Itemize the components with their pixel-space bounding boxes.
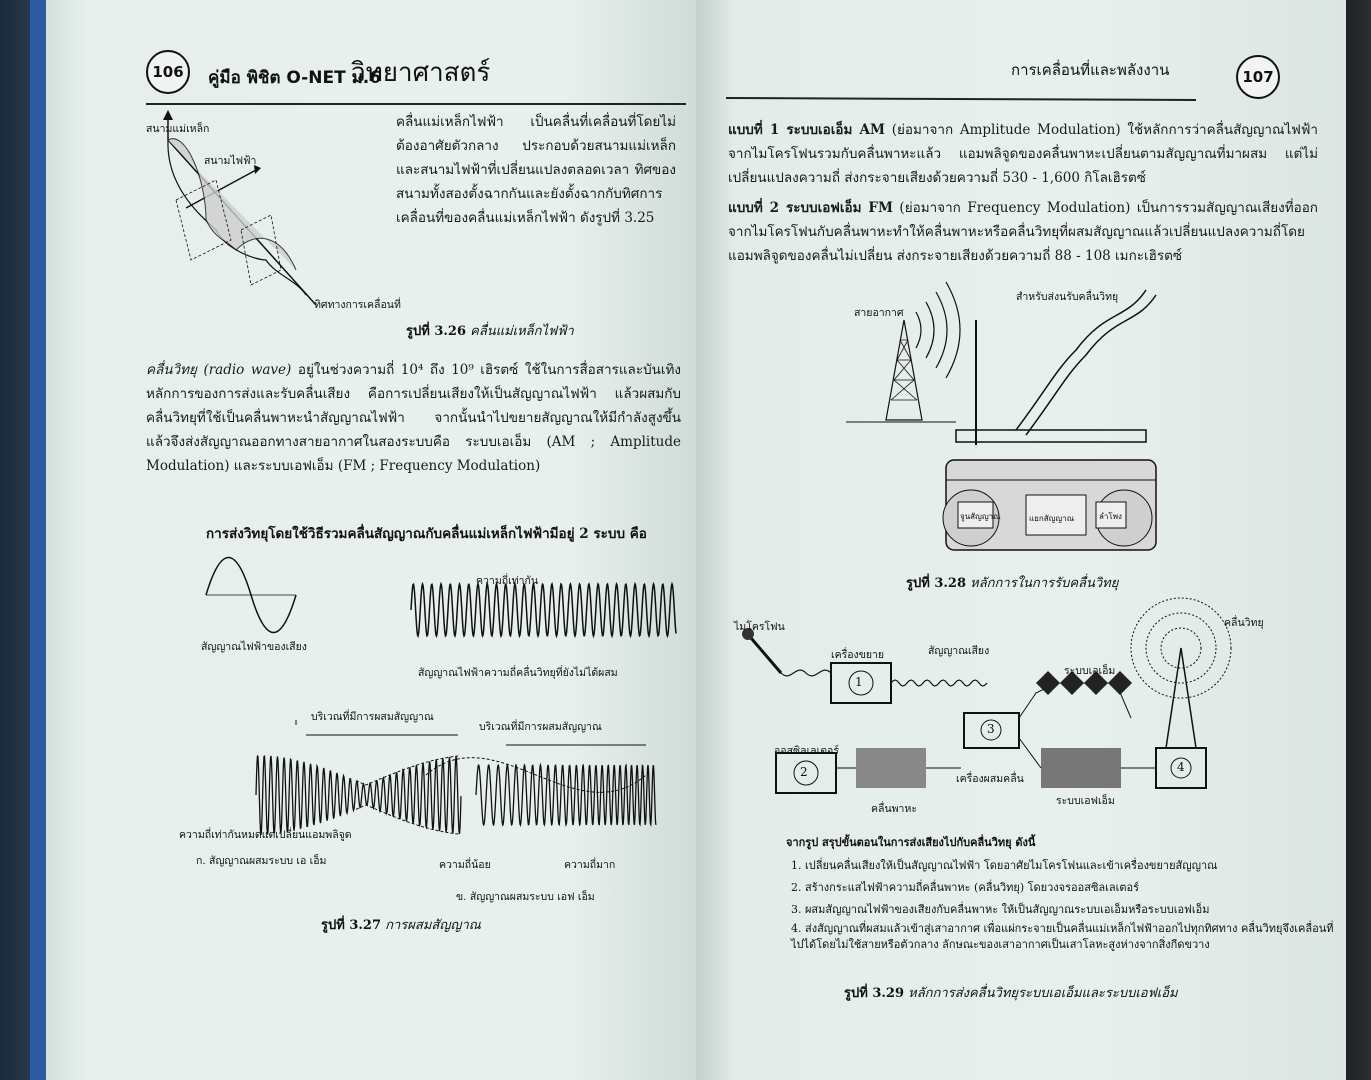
chapter-title: การเคลื่อนที่และพลังงาน — [1011, 61, 1170, 79]
book-spine — [30, 0, 46, 1080]
same-frequency-label: ความถี่เท่ากัน — [476, 575, 539, 587]
am-caption: ก. สัญญาณผสมระบบ เอ เอ็ม — [196, 855, 327, 867]
right-page — [696, 0, 1346, 1080]
box-number-1: 1 — [855, 675, 863, 689]
radio-wave-text: อยู่ในช่วงความถี่ 10⁴ ถึง 10⁹ เฮิรตซ์ ใช้ในการสื่อสารและบันเทิง หลักการของการส่งและรับคลื่นเสียง คือการเปลี่ยนเสียงให้เป็นสัญญาณไฟฟ้า แล้วผสมกับคลื่นวิทยุที่ใช้เป็นคลื่นพาหะนำสัญญาณไฟฟ้า จากนั้นนำไปขยายสัญญาณให้มีกำลังสูงขึ้น แล้วจึงส่งสัญญาณออกทางสายอากาศในสองระบบคือ ระบบเอเอ็ม (AM ; Amplitude Modulation) และระบบเอฟเอ็ม (FM ; Frequency Modulation) — [146, 362, 681, 474]
mixer-label: เครื่องผสมคลื่น — [956, 773, 1024, 785]
oscillator-label: ออสซิลเลเตอร์ — [774, 745, 839, 757]
am-note-label: ความถี่เท่ากันหมดแต่เปลี่ยนแอมพลิจูด — [179, 829, 352, 841]
tune-label: จูนสัญญาณ — [960, 512, 1001, 521]
figure-3-28-caption — [906, 572, 1118, 593]
book-title: คู่มือ พิชิต O-NET ม.6 — [208, 68, 382, 88]
subject-title: วิทยาศาสตร์ — [351, 58, 491, 88]
magnetic-field-label: สนามแม่เหล็ก — [146, 123, 210, 135]
fm-text: (ย่อมาจาก Frequency Modulation) เป็นการรวมสัญญาณเสียงที่ออกจากไมโครโฟนกับคลื่นพาหะทำให้คลื่นพาหะหรือคลื่นวิทยุที่ผสมสัญญาณแล้วเปลี่ยนแปลงความถี่โดยแอมพลิจูดของคลื่นไม่เปลี่ยน ส่งกระจายเสียงด้วยความถี่ 88 - 108 เมกะเฮิรตซ์ — [728, 200, 1318, 264]
high-frequency-label: ความถี่มาก — [564, 859, 616, 871]
carrier-wave-label: คลื่นพาหะ — [871, 803, 918, 815]
fig-number: รูปที่ 3.27 — [321, 918, 381, 933]
radio-wave-label: คลื่นวิทยุ — [1224, 617, 1264, 629]
box-number-4: 4 — [1177, 760, 1185, 774]
header-rule — [696, 94, 1346, 104]
step-4: 4. ส่งสัญญาณที่ผสมแล้วเข้าสู่เสาอากาศ เพื่อแผ่กระจายเป็นคลื่นแม่เหล็กไฟฟ้าออกไปทุกทิศทาง คลื่นวิทยุจึงเคลื่อนที่ไปได้โดยไม่ใช้สายหรือตัวกลาง ลักษณะของเสาอากาศเป็นเสาโลหะสูงห่างจากสิ่งกีดขวาง — [791, 922, 1334, 951]
low-frequency-label: ความถี่น้อย — [439, 859, 491, 871]
fig-title: หลักการในการรับคลื่นวิทยุ — [970, 576, 1119, 591]
fm-heading: แบบที่ 2 ระบบเอฟเอ็ม FM — [728, 200, 893, 216]
figure-3-27-caption — [321, 914, 481, 935]
radio-wave-term: คลื่นวิทยุ (radio wave) — [146, 362, 292, 378]
section-heading: การส่งวิทยุโดยใช้วิธีรวมคลื่นสัญญาณกับคลื่นแม่เหล็กไฟฟ้ามีอยู่ 2 ระบบ คือ — [206, 526, 647, 542]
amplifier-label: เครื่องขยาย — [831, 649, 885, 661]
mix-region-label-am: บริเวณที่มีการผสมสัญญาณ — [311, 711, 434, 723]
audio-signal-label: สัญญาณไฟฟ้าของเสียง — [201, 641, 307, 653]
mix-region-label-fm: บริเวณที่มีการผสมสัญญาณ — [479, 721, 602, 733]
am-system-label: ระบบเอเอ็ม — [1064, 665, 1116, 677]
figure-3-26-caption — [406, 320, 574, 341]
step-3: 3. ผสมสัญญาณไฟฟ้าของเสียงกับคลื่นพาหะ ให้เป็นสัญญาณระบบเอเอ็มหรือระบบเอฟเอ็ม — [791, 903, 1210, 916]
fm-system-label: ระบบเอฟเอ็ม — [1056, 795, 1115, 807]
fig-title: การผสมสัญญาณ — [385, 918, 481, 933]
receive-label: สำหรับส่งนรับคลื่นวิทยุ — [1016, 291, 1119, 303]
speaker-label: ลำโพง — [1099, 512, 1122, 521]
fig-title: หลักการส่งคลื่นวิทยุระบบเอเอ็มและระบบเอฟเอ็ม — [908, 986, 1178, 1001]
step-1: 1. เปลี่ยนคลื่นเสียงให้เป็นสัญญาณไฟฟ้า โดยอาศัยไมโครโฟนและเข้าเครื่องขยายสัญญาณ — [791, 859, 1218, 872]
summary-heading: จากรูป สรุปขั้นตอนในการส่งเสียงไปกับคลื่นวิทยุ ดังนี้ — [786, 836, 1036, 849]
step-2: 2. สร้างกระแสไฟฟ้าความถี่คลื่นพาหะ (คลื่นวิทยุ) โดยวงจรออสซิลเลเตอร์ — [791, 881, 1140, 894]
em-wave-diagram — [146, 110, 346, 320]
summary-list — [791, 855, 1336, 953]
am-heading: แบบที่ 1 ระบบเอเอ็ม AM — [728, 122, 885, 138]
para-em-wave: คลื่นแม่เหล็กไฟฟ้า เป็นคลื่นที่เคลื่อนที่โดยไม่ต้องอาศัยตัวกลาง ประกอบด้วยสนามแม่เหล็กและสนามไฟฟ้าที่เปลี่ยนแปลงตลอดเวลา ทิศของสนามทั้งสองตั้งฉากกันและยังตั้งฉากกับทิศการเคลื่อนที่ของคลื่นแม่เหล็กไฟฟ้า ดังรูปที่ 3.25 — [396, 114, 676, 226]
header-rule — [46, 100, 696, 110]
para-fm-system — [728, 196, 1318, 268]
page-number: 107 — [1236, 55, 1280, 99]
audio-signal-label: สัญญาณเสียง — [928, 645, 990, 657]
direction-label: ทิศทางการเคลื่อนที่ — [314, 299, 401, 311]
para-am-system — [728, 118, 1318, 190]
box-number-2: 2 — [800, 765, 808, 779]
page-number: 106 — [146, 50, 190, 94]
radio-receiver-diagram — [846, 290, 1206, 550]
fig-number: รูปที่ 3.26 — [406, 324, 466, 339]
separate-label: แยกสัญญาณ — [1029, 514, 1075, 523]
am-text: (ย่อมาจาก Amplitude Modulation) ใช้หลักการว่าคลื่นสัญญาณไฟฟ้าจากไมโครโฟนรวมกับคลื่นพาหะแล้ว แอมพลิจูดของคลื่นพาหะเปลี่ยนตามสัญญาณที่มาผสม แต่ไม่เปลี่ยนแปลงความถี่ ส่งกระจายเสียงด้วยความถี่ 530 - 1,600 กิโลเฮิรตซ์ — [728, 122, 1318, 186]
fm-caption: ข. สัญญาณผสมระบบ เอฟ เอ็ม — [456, 891, 595, 903]
carrier-unmixed-label: สัญญาณไฟฟ้าความถี่คลื่นวิทยุที่ยังไม่ได้ผสม — [418, 667, 618, 679]
para-radio-wave — [146, 358, 681, 478]
modulation-diagram — [196, 555, 696, 895]
antenna-label: สายอากาศ — [854, 307, 904, 319]
fig-title: คลื่นแม่เหล็กไฟฟ้า — [470, 324, 574, 339]
left-page — [46, 0, 696, 1080]
box-number-3: 3 — [987, 722, 995, 736]
electric-field-label: สนามไฟฟ้า — [204, 155, 257, 167]
figure-3-29-caption — [844, 982, 1178, 1003]
fig-number: รูปที่ 3.29 — [844, 986, 904, 1001]
mic-label: ไมโครโฟน — [734, 621, 785, 633]
fig-number: รูปที่ 3.28 — [906, 576, 966, 591]
